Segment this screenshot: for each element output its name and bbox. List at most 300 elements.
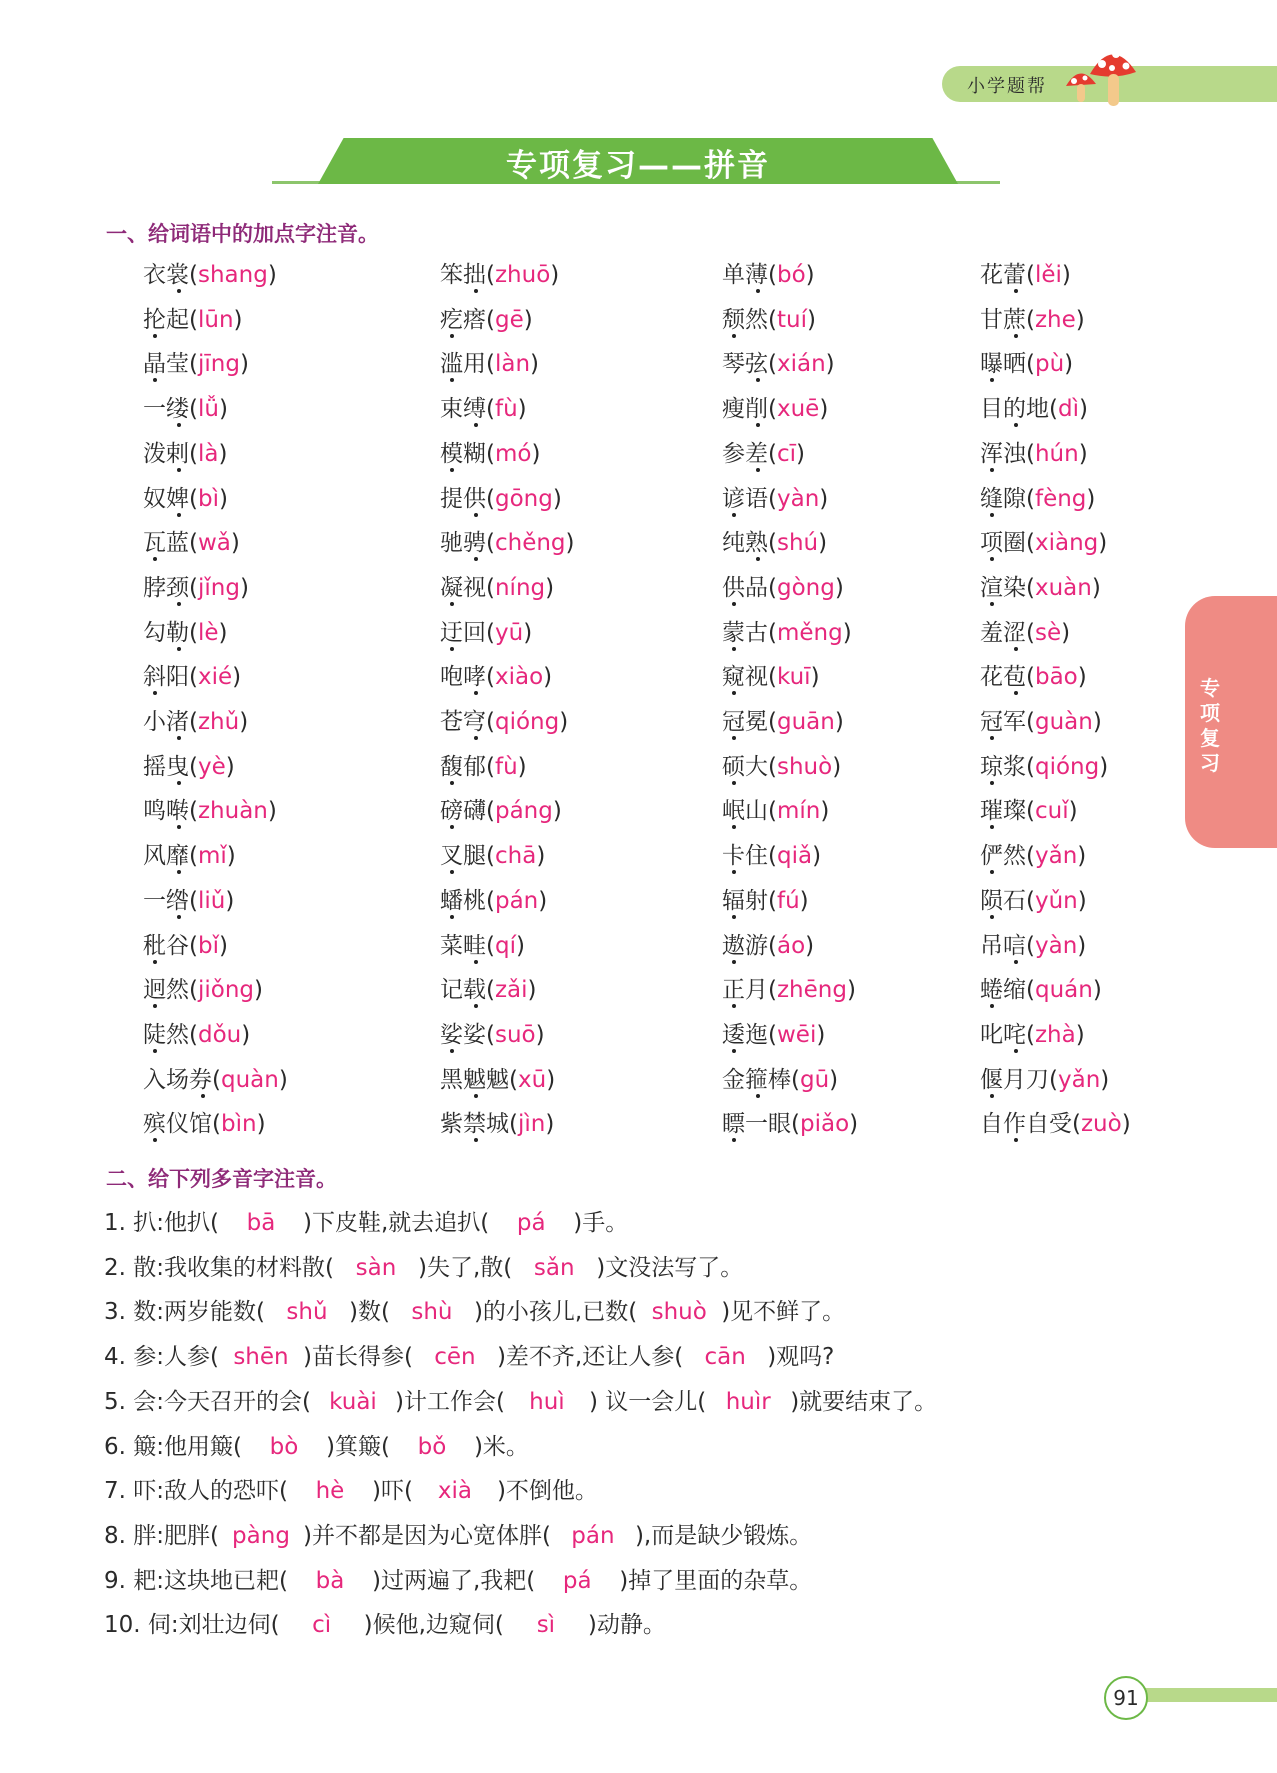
word-item xyxy=(143,971,263,1004)
word-text: 脖颈 xyxy=(143,574,189,601)
paren: ( xyxy=(768,977,777,1004)
pinyin-answer: là xyxy=(197,440,219,467)
paren: ( xyxy=(1026,619,1035,646)
pinyin-answer: níng xyxy=(494,574,546,601)
polyphone-item xyxy=(104,1517,812,1550)
paren: ) xyxy=(810,664,820,691)
word-item xyxy=(980,256,1071,289)
pinyin-answer: měng xyxy=(776,619,843,646)
pinyin-answer: gòng xyxy=(776,574,835,601)
pinyin-answer: chā xyxy=(494,843,537,870)
word-text: 菜畦 xyxy=(440,932,486,959)
word-text: 偃月刀 xyxy=(980,1066,1049,1093)
paren: ) xyxy=(1078,440,1088,467)
paren: ( xyxy=(1026,1021,1035,1048)
pinyin-answer: bà xyxy=(315,1567,345,1594)
paren: ( xyxy=(486,440,495,467)
paren: ) xyxy=(1075,306,1085,333)
polyphone-text: )失了,散( xyxy=(417,1254,513,1281)
paren: ) xyxy=(1121,1111,1131,1138)
pinyin-answer: shang xyxy=(197,262,268,288)
pinyin-answer: cī xyxy=(776,440,797,467)
emphasis-dot xyxy=(177,915,181,919)
polyphone-text: 3. 数:两岁能数( xyxy=(104,1299,265,1326)
paren: ) xyxy=(517,396,527,423)
paren: ) xyxy=(1077,843,1087,870)
word-item xyxy=(722,971,856,1004)
page-title: 专项复习——拼音 xyxy=(506,148,770,184)
word-item xyxy=(440,927,525,960)
polyphone-item xyxy=(104,1293,845,1326)
pinyin-answer: cuǐ xyxy=(1034,798,1069,825)
word-text: 岷山 xyxy=(722,798,768,825)
word-item xyxy=(980,569,1101,602)
emphasis-dot xyxy=(990,825,994,829)
word-item xyxy=(143,837,236,870)
word-item xyxy=(143,1061,288,1094)
emphasis-dot xyxy=(450,647,454,651)
pinyin-answer: xuàn xyxy=(1034,574,1092,601)
paren: ( xyxy=(768,709,777,735)
word-item xyxy=(440,1016,545,1049)
pinyin-answer: guàn xyxy=(1034,709,1093,735)
word-item xyxy=(440,971,537,1004)
word-item xyxy=(440,703,568,736)
word-item xyxy=(722,435,805,468)
paren: ( xyxy=(1026,574,1035,601)
emphasis-dot xyxy=(1014,647,1018,651)
word-text: 项圈 xyxy=(980,530,1026,557)
emphasis-dot xyxy=(1014,289,1018,293)
pinyin-answer: sè xyxy=(1034,619,1062,646)
emphasis-dot xyxy=(990,1094,994,1098)
paren: ) xyxy=(218,619,228,646)
paren: ) xyxy=(1068,798,1078,825)
polyphone-text: )的小孩儿,已数( xyxy=(473,1299,638,1326)
word-item xyxy=(440,569,554,602)
paren: ) xyxy=(546,1066,556,1093)
paren: ) xyxy=(531,440,541,467)
word-text: 勾勒 xyxy=(143,619,189,646)
pinyin-answer: huìr xyxy=(725,1388,771,1415)
paren: ( xyxy=(486,664,495,691)
polyphone-text: )数( xyxy=(348,1299,390,1326)
emphasis-dot xyxy=(990,915,994,919)
word-item xyxy=(143,703,248,736)
pinyin-answer: gū xyxy=(799,1066,830,1093)
emphasis-dot xyxy=(1014,960,1018,964)
emphasis-dot xyxy=(177,468,181,472)
word-text: 花苞 xyxy=(980,664,1026,691)
paren: ) xyxy=(1077,932,1087,959)
word-text: 陨石 xyxy=(980,887,1026,914)
word-item xyxy=(440,792,562,825)
paren: ( xyxy=(486,485,495,512)
pinyin-answer: pán xyxy=(494,887,539,914)
pinyin-answer: kuài xyxy=(329,1388,377,1415)
emphasis-dot xyxy=(732,602,736,606)
word-item xyxy=(440,837,545,870)
emphasis-dot xyxy=(474,289,478,293)
polyphone-text: )苗长得参( xyxy=(302,1344,413,1371)
word-text: 璀璨 xyxy=(980,798,1026,825)
paren: ) xyxy=(1077,887,1087,914)
word-text: 摇曳 xyxy=(143,753,189,780)
word-item xyxy=(980,1061,1109,1094)
word-text: 缝隙 xyxy=(980,485,1026,512)
pinyin-answer: yè xyxy=(197,753,226,780)
pinyin-answer: qióng xyxy=(494,709,560,735)
paren: ) xyxy=(825,351,835,378)
paren: ) xyxy=(1100,1066,1110,1093)
paren: ( xyxy=(189,664,198,691)
word-item xyxy=(143,301,243,334)
polyphone-text: ),而是缺少锻炼。 xyxy=(634,1522,813,1549)
word-text: 冠军 xyxy=(980,709,1026,735)
paren: ) xyxy=(226,843,236,870)
pinyin-answer: fù xyxy=(494,753,518,780)
paren: ) xyxy=(527,977,537,1004)
paren: ) xyxy=(218,440,228,467)
paren: ( xyxy=(486,1021,495,1048)
paren: ( xyxy=(1049,1066,1058,1093)
paren: ( xyxy=(768,887,777,914)
polyphone-text: )箕簸( xyxy=(325,1433,390,1460)
paren: ) xyxy=(267,798,277,825)
pinyin-answer: zǎi xyxy=(494,977,528,1004)
emphasis-dot xyxy=(474,1138,478,1142)
word-text: 自作自受 xyxy=(980,1111,1072,1138)
pinyin-answer: yǎn xyxy=(1034,843,1078,870)
word-text: 鸣啭 xyxy=(143,798,189,825)
word-text: 苍穹 xyxy=(440,709,486,735)
emphasis-dot xyxy=(732,334,736,338)
word-text: 琴弦 xyxy=(722,351,768,378)
word-text: 羞涩 xyxy=(980,619,1026,646)
polyphone-text: )候他,边窥伺( xyxy=(363,1612,504,1639)
emphasis-dot xyxy=(450,781,454,785)
word-item xyxy=(440,1105,554,1138)
pinyin-answer: tuí xyxy=(776,306,807,333)
paren: ) xyxy=(543,664,553,691)
paren: ) xyxy=(1064,351,1074,378)
word-item xyxy=(722,792,829,825)
emphasis-dot xyxy=(153,1138,157,1142)
word-item xyxy=(440,1061,555,1094)
pinyin-answer: jiǒng xyxy=(197,977,255,1004)
paren: ( xyxy=(189,574,198,601)
paren: ) xyxy=(552,798,562,825)
pinyin-answer: fù xyxy=(494,396,518,423)
paren: ) xyxy=(819,396,829,423)
word-item xyxy=(980,882,1087,915)
paren: ( xyxy=(1026,262,1035,288)
word-item xyxy=(440,345,539,378)
paren: ) xyxy=(239,574,249,601)
emphasis-dot xyxy=(732,960,736,964)
word-text: 叱咤 xyxy=(980,1021,1026,1048)
paren: ( xyxy=(189,798,198,825)
word-item xyxy=(980,927,1086,960)
pinyin-answer: dì xyxy=(1057,396,1079,423)
word-text: 风靡 xyxy=(143,843,189,870)
paren: ) xyxy=(536,843,546,870)
paren: ( xyxy=(768,619,777,646)
word-item xyxy=(722,390,828,423)
pinyin-answer: wēi xyxy=(776,1021,817,1048)
emphasis-dot xyxy=(732,915,736,919)
pinyin-answer: yǎn xyxy=(1057,1066,1101,1093)
word-text: 花蕾 xyxy=(980,262,1026,288)
word-text: 金箍棒 xyxy=(722,1066,791,1093)
paren: ) xyxy=(799,887,809,914)
emphasis-dot xyxy=(177,870,181,874)
word-item xyxy=(440,882,547,915)
emphasis-dot xyxy=(990,468,994,472)
word-item xyxy=(980,748,1108,781)
pinyin-answer: liǔ xyxy=(197,887,226,914)
paren: ( xyxy=(189,530,198,557)
paren: ( xyxy=(768,530,777,557)
paren: ) xyxy=(846,977,856,1004)
emphasis-dot xyxy=(474,691,478,695)
word-text: 卡住 xyxy=(722,843,768,870)
word-text: 甘蔗 xyxy=(980,306,1026,333)
word-text: 泼剌 xyxy=(143,440,189,467)
paren: ) xyxy=(1086,485,1096,512)
emphasis-dot xyxy=(732,1138,736,1142)
paren: ) xyxy=(535,1021,545,1048)
emphasis-dot xyxy=(756,468,760,472)
pinyin-answer: hún xyxy=(1034,440,1079,467)
word-text: 迥然 xyxy=(143,977,189,1004)
paren: ( xyxy=(189,843,198,870)
polyphone-text: 1. 扒:他扒( xyxy=(104,1210,219,1236)
pinyin-answer: shú xyxy=(776,530,819,557)
paren: ) xyxy=(545,1111,555,1138)
paren: ( xyxy=(791,1111,800,1138)
word-text: 颓然 xyxy=(722,306,768,333)
pinyin-answer: gē xyxy=(494,306,524,333)
emphasis-dot xyxy=(153,557,157,561)
pinyin-answer: zhe xyxy=(1034,306,1076,333)
emphasis-dot xyxy=(990,378,994,382)
polyphone-text: )差不齐,还让人参( xyxy=(496,1344,684,1371)
paren: ( xyxy=(1026,351,1035,378)
word-text: 疙瘩 xyxy=(440,306,486,333)
pinyin-answer: shuò xyxy=(651,1299,707,1326)
word-text: 一缕 xyxy=(143,396,189,423)
pinyin-answer: suō xyxy=(494,1021,536,1048)
polyphone-text: )并不都是因为心宽体胖( xyxy=(302,1522,551,1549)
word-text: 束缚 xyxy=(440,396,486,423)
word-item xyxy=(143,748,235,781)
paren: ) xyxy=(1098,530,1108,557)
word-item xyxy=(722,1016,825,1049)
pinyin-answer: yàn xyxy=(776,485,820,512)
word-text: 瘦削 xyxy=(722,396,768,423)
word-item xyxy=(722,480,828,513)
word-item xyxy=(980,1016,1085,1049)
emphasis-dot xyxy=(732,647,736,651)
paren: ) xyxy=(849,1111,859,1138)
word-item xyxy=(980,837,1086,870)
paren: ( xyxy=(768,1021,777,1048)
paren: ) xyxy=(805,262,815,288)
paren: ( xyxy=(189,977,198,1004)
paren: ( xyxy=(189,619,198,646)
emphasis-dot xyxy=(201,1094,205,1098)
word-item xyxy=(722,748,841,781)
word-text: 曝晒 xyxy=(980,351,1026,378)
pinyin-answer: pán xyxy=(571,1522,615,1549)
paren: ( xyxy=(1026,485,1035,512)
paren: ( xyxy=(189,440,198,467)
polyphone-text: )手。 xyxy=(573,1210,629,1236)
emphasis-dot xyxy=(450,1049,454,1053)
paren: ( xyxy=(1026,798,1035,825)
word-text: 提供 xyxy=(440,485,486,512)
paren: ) xyxy=(517,753,527,780)
emphasis-dot xyxy=(474,423,478,427)
polyphone-text: 5. 会:今天召开的会( xyxy=(104,1388,311,1415)
paren: ( xyxy=(1026,977,1035,1004)
pinyin-answer: xià xyxy=(437,1478,472,1505)
word-item xyxy=(980,345,1073,378)
emphasis-dot xyxy=(990,736,994,740)
word-item xyxy=(980,703,1102,736)
pinyin-answer: sǎn xyxy=(533,1254,575,1281)
polyphone-text: )过两遍了,我耙( xyxy=(371,1567,536,1594)
word-text: 斜阳 xyxy=(143,664,189,691)
emphasis-dot xyxy=(1014,423,1018,427)
paren: ) xyxy=(241,1021,251,1048)
side-tab-label: 专项复习 xyxy=(1200,676,1220,775)
word-text: 冠冕 xyxy=(722,709,768,735)
word-item xyxy=(143,927,228,960)
paren: ( xyxy=(1026,709,1035,735)
word-text: 模糊 xyxy=(440,440,486,467)
emphasis-dot xyxy=(177,647,181,651)
word-text: 奴婢 xyxy=(143,485,189,512)
pinyin-answer: qiǎ xyxy=(776,843,813,870)
pinyin-answer: shǔ xyxy=(286,1299,328,1326)
word-text: 叉腿 xyxy=(440,843,486,870)
pinyin-answer: quán xyxy=(1034,977,1093,1004)
polyphone-item xyxy=(104,1428,529,1461)
paren: ) xyxy=(239,351,249,378)
word-text: 渲染 xyxy=(980,574,1026,601)
paren: ) xyxy=(1099,753,1109,780)
polyphone-text: 6. 簸:他用簸( xyxy=(104,1433,242,1460)
word-item xyxy=(143,792,277,825)
pinyin-answer: bò xyxy=(269,1433,299,1460)
paren: ( xyxy=(768,440,777,467)
paren: ( xyxy=(189,753,198,780)
polyphone-item xyxy=(104,1472,598,1505)
paren: ) xyxy=(278,1066,288,1093)
word-item xyxy=(143,614,228,647)
emphasis-dot xyxy=(450,378,454,382)
paren: ) xyxy=(523,306,533,333)
pinyin-answer: mó xyxy=(494,440,532,467)
polyphone-text: )观吗? xyxy=(767,1344,835,1371)
paren: ) xyxy=(1091,574,1101,601)
polyphone-text: )吓( xyxy=(371,1478,413,1505)
paren: ( xyxy=(768,664,777,691)
word-text: 驰骋 xyxy=(440,530,486,557)
polyphone-text: )动静。 xyxy=(587,1612,666,1639)
word-text: 殡仪馆 xyxy=(143,1111,212,1138)
word-item xyxy=(980,390,1088,423)
emphasis-dot xyxy=(756,557,760,561)
paren: ) xyxy=(559,709,569,735)
word-item xyxy=(143,1105,266,1138)
word-text: 笨拙 xyxy=(440,262,486,288)
word-item xyxy=(980,1105,1131,1138)
pinyin-answer: cēn xyxy=(434,1344,476,1371)
word-text: 馥郁 xyxy=(440,753,486,780)
paren: ( xyxy=(768,798,777,825)
emphasis-dot xyxy=(732,1049,736,1053)
pinyin-answer: sì xyxy=(536,1612,556,1639)
paren: ) xyxy=(239,709,249,735)
word-text: 瞟一眼 xyxy=(722,1111,791,1138)
word-text: 琼浆 xyxy=(980,753,1026,780)
emphasis-dot xyxy=(732,736,736,740)
pinyin-answer: jìn xyxy=(517,1111,546,1138)
paren: ( xyxy=(189,262,198,288)
emphasis-dot xyxy=(990,870,994,874)
emphasis-dot xyxy=(1014,691,1018,695)
emphasis-dot xyxy=(732,513,736,517)
pinyin-answer: gōng xyxy=(494,485,553,512)
paren: ) xyxy=(818,530,828,557)
word-item xyxy=(143,569,249,602)
pinyin-answer: hè xyxy=(315,1478,345,1505)
polyphone-text: )米。 xyxy=(473,1433,529,1460)
pinyin-answer: kuī xyxy=(776,664,811,691)
section1-title: 一、给词语中的加点字注音。 xyxy=(106,222,379,246)
paren: ( xyxy=(189,887,198,914)
pinyin-answer: zhuō xyxy=(494,262,551,288)
polyphone-item xyxy=(104,1249,743,1282)
emphasis-dot xyxy=(153,691,157,695)
emphasis-dot xyxy=(450,825,454,829)
word-text: 正月 xyxy=(722,977,768,1004)
paren: ) xyxy=(816,1021,826,1048)
footer-bar xyxy=(1138,1688,1277,1702)
paren: ( xyxy=(189,1021,198,1048)
emphasis-dot xyxy=(756,289,760,293)
word-item xyxy=(722,614,852,647)
word-text: 俨然 xyxy=(980,843,1026,870)
paren: ) xyxy=(834,709,844,735)
word-item xyxy=(980,524,1107,557)
emphasis-dot xyxy=(474,557,478,561)
pinyin-answer: lǚ xyxy=(197,396,219,423)
emphasis-dot xyxy=(990,513,994,517)
pinyin-answer: bā xyxy=(246,1210,276,1236)
paren: ( xyxy=(1026,530,1035,557)
word-text: 凝视 xyxy=(440,574,486,601)
polyphone-text: 4. 参:人参( xyxy=(104,1344,219,1371)
pinyin-answer: áo xyxy=(776,932,806,959)
polyphone-item xyxy=(104,1562,812,1595)
word-item xyxy=(980,480,1095,513)
page-number: 91 xyxy=(1104,1676,1148,1720)
word-item xyxy=(980,435,1088,468)
